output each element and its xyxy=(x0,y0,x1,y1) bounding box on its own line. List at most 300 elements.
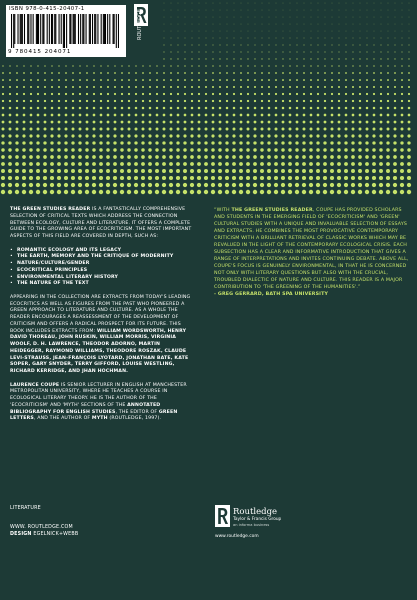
halftone-dot xyxy=(331,79,333,81)
halftone-dot xyxy=(281,190,285,194)
halftone-dot xyxy=(372,176,376,180)
halftone-dot xyxy=(191,107,194,110)
halftone-dot xyxy=(289,93,291,95)
halftone-dot xyxy=(227,24,228,25)
halftone-dot xyxy=(113,183,117,187)
halftone-dot xyxy=(408,93,410,95)
halftone-dot xyxy=(283,24,284,25)
halftone-dot xyxy=(184,86,186,88)
halftone-dot xyxy=(1,190,5,194)
halftone-dot xyxy=(330,176,334,180)
halftone-dot xyxy=(353,38,354,39)
halftone-dot xyxy=(225,141,228,144)
halftone-dot xyxy=(295,155,299,159)
halftone-dot xyxy=(409,38,410,39)
halftone-dot xyxy=(233,128,236,131)
barcode-bar xyxy=(94,14,95,44)
design-credit-line xyxy=(10,531,78,538)
halftone-dot xyxy=(23,79,25,81)
halftone-dot xyxy=(318,24,319,25)
halftone-dot xyxy=(155,176,159,180)
halftone-dot xyxy=(114,100,116,102)
halftone-dot xyxy=(289,51,290,52)
design-label: DESIGN xyxy=(10,532,32,537)
halftone-dot xyxy=(85,176,89,180)
halftone-dot xyxy=(233,107,236,110)
halftone-dot xyxy=(226,58,227,59)
halftone-dot xyxy=(8,141,11,144)
halftone-dot xyxy=(344,162,348,166)
halftone-dot xyxy=(198,128,201,131)
halftone-dot xyxy=(290,17,291,18)
halftone-dot xyxy=(408,72,410,74)
halftone-dot xyxy=(232,169,236,173)
halftone-dot xyxy=(134,155,138,159)
halftone-dot xyxy=(295,190,299,194)
halftone-dot xyxy=(330,169,334,173)
halftone-dot xyxy=(275,100,277,102)
halftone-dot xyxy=(171,38,172,39)
halftone-dot xyxy=(408,128,411,131)
halftone-dot xyxy=(36,162,40,166)
halftone-dot xyxy=(394,114,397,117)
halftone-dot xyxy=(388,17,389,18)
halftone-dot xyxy=(92,141,95,144)
halftone-dot xyxy=(269,24,270,25)
halftone-dot xyxy=(23,72,25,74)
halftone-dot xyxy=(206,45,207,46)
halftone-dot xyxy=(232,176,236,180)
halftone-dot xyxy=(23,65,24,66)
author-text: (ROUTLEDGE, 1997). xyxy=(107,416,162,422)
halftone-dot xyxy=(332,24,333,25)
halftone-dot xyxy=(351,169,355,173)
barcode-bar xyxy=(107,14,108,44)
halftone-dot xyxy=(57,176,61,180)
halftone-dot xyxy=(86,86,88,88)
halftone-dot xyxy=(253,155,257,159)
halftone-dot xyxy=(72,86,74,88)
halftone-dot xyxy=(380,72,382,74)
halftone-dot xyxy=(268,121,271,124)
halftone-dot xyxy=(29,155,33,159)
halftone-dot xyxy=(93,114,96,117)
halftone-dot xyxy=(310,72,312,74)
halftone-dot xyxy=(393,169,397,173)
halftone-dot xyxy=(324,79,326,81)
halftone-dot xyxy=(155,141,158,144)
halftone-dot xyxy=(15,169,19,173)
halftone-dot xyxy=(51,114,54,117)
barcode-bar xyxy=(55,14,56,44)
halftone-dot xyxy=(92,162,96,166)
halftone-dot xyxy=(323,183,327,187)
halftone-dot xyxy=(121,65,122,66)
halftone-dot xyxy=(283,45,284,46)
halftone-dot xyxy=(113,169,117,173)
halftone-dot xyxy=(325,3,326,4)
halftone-dot xyxy=(408,114,411,117)
halftone-dot xyxy=(337,141,340,144)
halftone-dot xyxy=(360,31,361,32)
halftone-dot xyxy=(71,134,74,137)
halftone-dot xyxy=(358,176,362,180)
halftone-dot xyxy=(318,17,319,18)
halftone-dot xyxy=(367,10,368,11)
barcode-bar xyxy=(69,14,70,44)
halftone-dot xyxy=(241,10,242,11)
halftone-dot xyxy=(379,162,383,166)
halftone-dot xyxy=(339,45,340,46)
halftone-dot xyxy=(246,176,250,180)
halftone-dot xyxy=(155,169,159,173)
halftone-dot xyxy=(281,134,284,137)
halftone-dot xyxy=(296,51,297,52)
halftone-dot xyxy=(346,31,347,32)
halftone-dot xyxy=(178,3,179,4)
halftone-dot xyxy=(358,148,361,151)
halftone-dot xyxy=(204,176,208,180)
halftone-dot xyxy=(260,134,263,137)
halftone-dot xyxy=(408,107,411,110)
halftone-dot xyxy=(337,155,341,159)
halftone-dot xyxy=(9,107,12,110)
halftone-dot xyxy=(183,155,187,159)
halftone-dot xyxy=(304,10,305,11)
halftone-dot xyxy=(92,134,95,137)
book-title: THE GREEN STUDIES READER xyxy=(10,207,91,212)
halftone-dot xyxy=(191,100,193,102)
halftone-dot xyxy=(134,162,138,166)
halftone-dot xyxy=(64,176,68,180)
halftone-dot xyxy=(247,121,250,124)
halftone-dot xyxy=(289,107,292,110)
halftone-dot xyxy=(141,141,144,144)
halftone-dot xyxy=(170,128,173,131)
halftone-dot xyxy=(339,38,340,39)
halftone-dot xyxy=(381,3,382,4)
halftone-dot xyxy=(36,134,39,137)
halftone-dot xyxy=(155,155,159,159)
halftone-dot xyxy=(163,128,166,131)
halftone-dot xyxy=(51,86,53,88)
halftone-dot xyxy=(220,45,221,46)
halftone-dot xyxy=(65,128,68,131)
halftone-dot xyxy=(366,86,368,88)
halftone-dot xyxy=(206,17,207,18)
halftone-dot xyxy=(281,155,285,159)
halftone-dot xyxy=(190,155,194,159)
halftone-dot xyxy=(16,121,19,124)
halftone-dot xyxy=(393,183,397,187)
halftone-dot xyxy=(374,3,375,4)
halftone-dot xyxy=(212,128,215,131)
halftone-dot xyxy=(309,155,313,159)
halftone-dot xyxy=(339,10,340,11)
halftone-dot xyxy=(282,79,284,81)
halftone-dot xyxy=(401,107,404,110)
halftone-dot xyxy=(100,79,102,81)
halftone-dot xyxy=(51,93,53,95)
halftone-dot xyxy=(225,155,229,159)
halftone-dot xyxy=(16,79,18,81)
halftone-dot xyxy=(345,121,348,124)
halftone-dot xyxy=(330,190,334,194)
halftone-dot xyxy=(296,93,298,95)
halftone-dot xyxy=(1,183,5,187)
halftone-dot xyxy=(225,190,229,194)
halftone-dot xyxy=(240,100,242,102)
halftone-dot xyxy=(219,65,220,66)
halftone-dot xyxy=(276,31,277,32)
halftone-dot xyxy=(248,45,249,46)
halftone-dot xyxy=(330,155,334,159)
halftone-dot xyxy=(316,176,320,180)
halftone-dot xyxy=(339,17,340,18)
halftone-dot xyxy=(318,31,319,32)
halftone-dot xyxy=(15,176,19,180)
halftone-dot xyxy=(51,65,52,66)
halftone-dot xyxy=(351,141,354,144)
halftone-dot xyxy=(247,107,250,110)
halftone-dot xyxy=(149,114,152,117)
halftone-dot xyxy=(324,58,325,59)
halftone-dot xyxy=(142,100,144,102)
halftone-dot xyxy=(386,134,389,137)
halftone-dot xyxy=(2,107,5,110)
halftone-dot xyxy=(225,183,229,187)
halftone-dot xyxy=(316,148,319,151)
halftone-dot xyxy=(324,86,326,88)
halftone-dot xyxy=(23,128,26,131)
halftone-dot xyxy=(72,121,75,124)
halftone-dot xyxy=(127,155,131,159)
halftone-dot xyxy=(282,51,283,52)
halftone-dot xyxy=(260,141,263,144)
halftone-dot xyxy=(169,155,173,159)
halftone-dot xyxy=(387,100,389,102)
halftone-dot xyxy=(338,128,341,131)
halftone-dot xyxy=(247,128,250,131)
halftone-dot xyxy=(234,24,235,25)
halftone-dot xyxy=(213,10,214,11)
halftone-dot xyxy=(310,51,311,52)
halftone-dot xyxy=(22,183,26,187)
halftone-dot xyxy=(212,100,214,102)
halftone-dot xyxy=(113,162,117,166)
halftone-dot xyxy=(106,190,110,194)
halftone-dot xyxy=(128,72,130,74)
halftone-dot xyxy=(338,114,341,117)
halftone-dot xyxy=(295,148,298,151)
halftone-dot xyxy=(262,45,263,46)
halftone-dot xyxy=(29,183,33,187)
halftone-dot xyxy=(156,65,157,66)
halftone-dot xyxy=(359,107,362,110)
halftone-dot xyxy=(338,79,340,81)
halftone-dot xyxy=(387,72,389,74)
halftone-dot xyxy=(359,72,361,74)
halftone-dot xyxy=(29,169,33,173)
halftone-dot xyxy=(387,121,390,124)
halftone-dot xyxy=(9,121,12,124)
halftone-dot xyxy=(204,169,208,173)
halftone-dot xyxy=(352,128,355,131)
halftone-dot xyxy=(254,51,255,52)
halftone-dot xyxy=(218,148,221,151)
halftone-dot xyxy=(247,86,249,88)
halftone-dot xyxy=(281,176,285,180)
halftone-dot xyxy=(178,38,179,39)
halftone-dot xyxy=(316,190,320,194)
halftone-dot xyxy=(142,86,144,88)
halftone-dot xyxy=(352,107,355,110)
halftone-dot xyxy=(9,100,11,102)
halftone-dot xyxy=(183,148,186,151)
halftone-dot xyxy=(297,17,298,18)
halftone-dot xyxy=(191,65,192,66)
halftone-dot xyxy=(338,93,340,95)
halftone-dot xyxy=(219,114,222,117)
halftone-dot xyxy=(65,79,67,81)
halftone-dot xyxy=(22,176,26,180)
halftone-dot xyxy=(316,155,320,159)
halftone-dot xyxy=(128,79,130,81)
halftone-dot xyxy=(93,100,95,102)
halftone-dot xyxy=(78,134,81,137)
halftone-dot xyxy=(23,93,25,95)
halftone-dot xyxy=(106,162,110,166)
halftone-dot xyxy=(225,148,228,151)
halftone-dot xyxy=(113,190,117,194)
halftone-dot xyxy=(261,121,264,124)
halftone-dot xyxy=(409,31,410,32)
halftone-dot xyxy=(183,190,187,194)
halftone-dot xyxy=(107,65,108,66)
halftone-dot xyxy=(317,65,318,66)
halftone-dot xyxy=(316,183,320,187)
halftone-dot xyxy=(198,114,201,117)
halftone-dot xyxy=(274,162,278,166)
barcode-bar xyxy=(86,14,87,44)
halftone-dot xyxy=(366,100,368,102)
halftone-dot xyxy=(141,134,144,137)
halftone-dot xyxy=(302,148,305,151)
halftone-dot xyxy=(318,45,319,46)
halftone-dot xyxy=(255,10,256,11)
halftone-dot xyxy=(100,107,103,110)
halftone-dot xyxy=(8,176,12,180)
halftone-dot xyxy=(114,114,117,117)
halftone-dot xyxy=(51,72,53,74)
halftone-dot xyxy=(211,134,214,137)
halftone-dot xyxy=(302,190,306,194)
halftone-dot xyxy=(106,134,109,137)
halftone-dot xyxy=(198,58,199,59)
halftone-dot xyxy=(338,121,341,124)
halftone-dot xyxy=(50,155,54,159)
halftone-dot xyxy=(388,24,389,25)
halftone-dot xyxy=(274,176,278,180)
halftone-dot xyxy=(155,190,159,194)
halftone-dot xyxy=(58,72,60,74)
halftone-dot xyxy=(239,162,243,166)
halftone-dot xyxy=(366,72,368,74)
barcode-bar xyxy=(13,14,14,48)
halftone-dot xyxy=(393,176,397,180)
halftone-dot xyxy=(394,72,396,74)
halftone-dot xyxy=(337,169,341,173)
halftone-dot xyxy=(190,141,193,144)
halftone-dot xyxy=(387,93,389,95)
halftone-dot xyxy=(407,183,411,187)
halftone-dot xyxy=(282,100,284,102)
barcode-bar xyxy=(64,14,65,48)
routledge-spine-logo xyxy=(134,4,150,48)
halftone-dot xyxy=(43,141,46,144)
halftone-dot xyxy=(386,169,390,173)
halftone-dot xyxy=(325,45,326,46)
barcode-bar xyxy=(42,14,43,44)
halftone-dot xyxy=(22,169,26,173)
halftone-dot xyxy=(255,17,256,18)
halftone-dot xyxy=(226,86,228,88)
halftone-dot xyxy=(339,31,340,32)
halftone-dot xyxy=(323,141,326,144)
halftone-dot xyxy=(254,86,256,88)
barcode-bar xyxy=(109,14,110,44)
halftone-dot xyxy=(401,51,402,52)
halftone-dot xyxy=(79,100,81,102)
halftone-dot xyxy=(288,176,292,180)
halftone-dot xyxy=(192,10,193,11)
halftone-dot xyxy=(331,72,333,74)
halftone-dot xyxy=(205,100,207,102)
halftone-dot xyxy=(135,86,137,88)
halftone-dot xyxy=(164,31,165,32)
halftone-dot xyxy=(372,162,376,166)
halftone-dot xyxy=(267,183,271,187)
halftone-dot xyxy=(408,86,410,88)
halftone-dot xyxy=(114,93,116,95)
halftone-dot xyxy=(163,100,165,102)
halftone-dot xyxy=(359,121,362,124)
halftone-dot xyxy=(310,93,312,95)
halftone-dot xyxy=(219,100,221,102)
halftone-dot xyxy=(113,155,117,159)
halftone-dot xyxy=(64,169,68,173)
halftone-dot xyxy=(303,114,306,117)
halftone-dot xyxy=(289,114,292,117)
halftone-dot xyxy=(269,10,270,11)
halftone-dot xyxy=(260,148,263,151)
barcode-bar xyxy=(113,14,114,44)
halftone-dot xyxy=(332,17,333,18)
halftone-dot xyxy=(309,148,312,151)
halftone-dot xyxy=(85,183,89,187)
spine-publisher-label: ROUTLEDGE xyxy=(137,9,143,40)
halftone-dot xyxy=(297,10,298,11)
halftone-dot xyxy=(261,72,263,74)
halftone-dot xyxy=(86,128,89,131)
halftone-dot xyxy=(365,162,369,166)
halftone-dot xyxy=(148,134,151,137)
halftone-dot xyxy=(86,114,89,117)
halftone-dot xyxy=(304,17,305,18)
halftone-dot xyxy=(275,65,276,66)
halftone-dot xyxy=(380,86,382,88)
halftone-dot xyxy=(135,121,138,124)
